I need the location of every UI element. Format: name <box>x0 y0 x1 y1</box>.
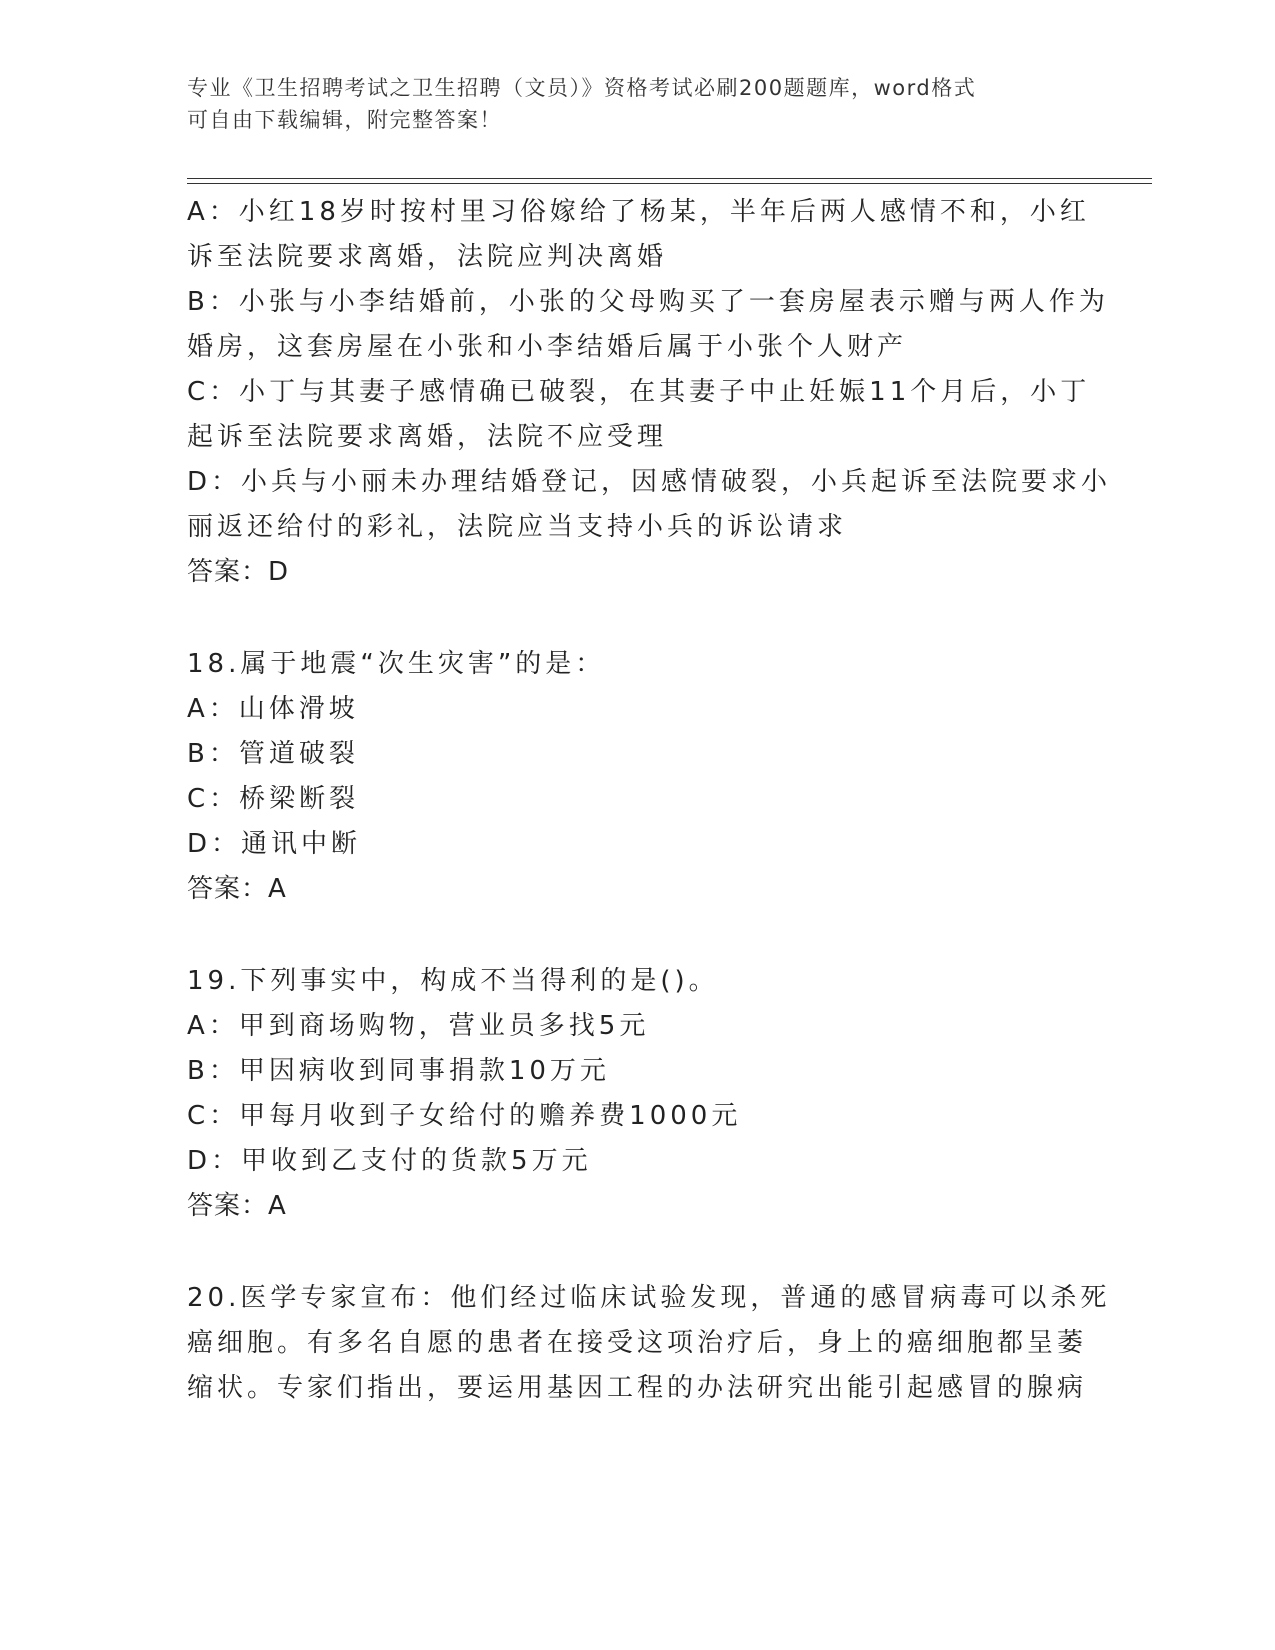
header-line-2: 可自由下载编辑，附完整答案！ <box>187 108 502 132</box>
header-divider-bottom <box>187 183 1152 184</box>
q20-line-2: 癌细胞。有多名自愿的患者在接受这项治疗后，身上的癌细胞都呈萎 <box>187 1328 1088 1358</box>
q18-option-b: B：管道破裂 <box>187 739 359 769</box>
header-line-1: 专业《卫生招聘考试之卫生招聘（文员）》资格考试必刷200题题库，word格式 <box>187 76 977 100</box>
document-body <box>187 190 1112 1411</box>
document-header <box>187 72 1067 136</box>
q17-option-d-line-1: D：小兵与小丽未办理结婚登记，因感情破裂，小兵起诉至法院要求小 <box>187 467 1112 497</box>
q20-line-3: 缩状。专家们指出，要运用基因工程的办法研究出能引起感冒的腺病 <box>187 1373 1088 1403</box>
q18-option-c: C：桥梁断裂 <box>187 784 360 814</box>
q19-answer: 答案：A <box>187 1191 287 1221</box>
q17-option-a-line-2: 诉至法院要求离婚，法院应判决离婚 <box>187 242 668 272</box>
question-19 <box>187 959 1087 1229</box>
q17-answer: 答案：D <box>187 557 290 587</box>
header-divider-top <box>187 178 1152 179</box>
q18-option-a: A：山体滑坡 <box>187 694 359 724</box>
q17-option-d-line-2: 丽返还给付的彩礼，法院应当支持小兵的诉讼请求 <box>187 512 848 542</box>
question-18 <box>187 642 1087 912</box>
question-17 <box>187 190 1112 595</box>
q17-option-a-line-1: A：小红18岁时按村里习俗嫁给了杨某，半年后两人感情不和，小红 <box>187 197 1090 227</box>
q19-option-b: B：甲因病收到同事捐款10万元 <box>187 1056 610 1086</box>
q18-question: 18.属于地震“次生灾害”的是： <box>187 649 606 679</box>
q19-question: 19.下列事实中，构成不当得利的是()。 <box>187 966 719 996</box>
q17-option-c-line-1: C：小丁与其妻子感情确已破裂，在其妻子中止妊娠11个月后，小丁 <box>187 377 1091 407</box>
q17-option-b-line-1: B：小张与小李结婚前，小张的父母购买了一套房屋表示赠与两人作为 <box>187 287 1109 317</box>
q17-option-c-line-2: 起诉至法院要求离婚，法院不应受理 <box>187 422 668 452</box>
q18-answer: 答案：A <box>187 874 287 904</box>
q18-option-d: D：通讯中断 <box>187 829 362 859</box>
q19-option-d: D：甲收到乙支付的货款5万元 <box>187 1146 592 1176</box>
q17-option-b-line-2: 婚房，这套房屋在小张和小李结婚后属于小张个人财产 <box>187 332 908 362</box>
q20-line-1: 20.医学专家宣布：他们经过临床试验发现，普通的感冒病毒可以杀死 <box>187 1283 1111 1313</box>
q19-option-c: C：甲每月收到子女给付的赡养费1000元 <box>187 1101 742 1131</box>
question-20 <box>187 1276 1111 1411</box>
q19-option-a: A：甲到商场购物，营业员多找5元 <box>187 1011 650 1041</box>
